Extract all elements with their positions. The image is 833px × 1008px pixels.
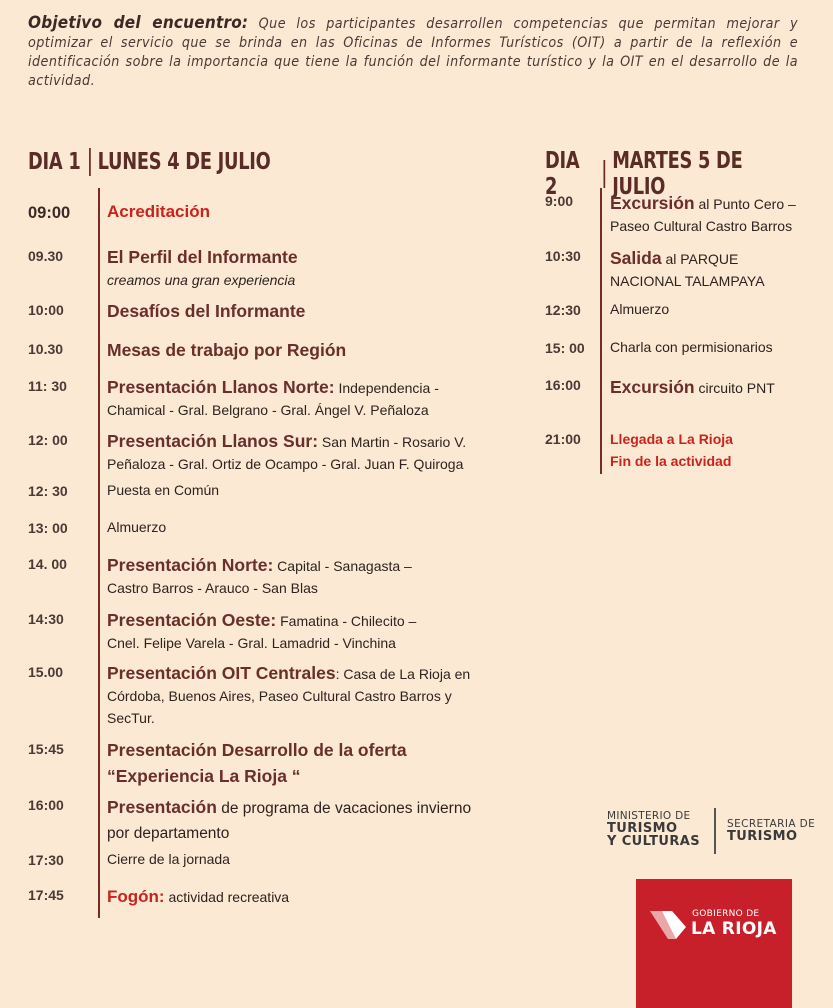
day2-item-detail: NACIONAL TALAMPAYA (610, 273, 765, 289)
objective-text: Que los participantes desarrollen competencias que permitan mejorar y optimizar el servicio que se brinda en las Oficinas de Informes Turísticos (OIT) a partir de la reflexión e identificación sobre la importancia que tiene la función del informante turístico y la OIT en el desarrollo de la actividad. (28, 16, 798, 89)
day1-item-detail: Cnel. Felipe Varela - Gral. Lamadrid - Vinchina (107, 635, 396, 651)
day1-item-title: Presentación Llanos Sur: (107, 431, 319, 451)
secretaria-logo-small: SECRETARIA DE (727, 818, 816, 830)
day1-item (107, 246, 298, 291)
day1-time: 10.30 (28, 341, 64, 357)
day2-item-detail: Paseo Cultural Castro Barros (610, 218, 793, 234)
day1-item-detail: de programa de vacaciones invierno (216, 800, 472, 817)
day1-item-title: “Experiencia La Rioja “ (107, 766, 301, 786)
day1-item-detail: : Casa de La Rioja en (335, 666, 471, 682)
day2-item (610, 298, 669, 320)
day2-time: 10:30 (545, 248, 581, 264)
day1-time: 11: 30 (28, 378, 67, 394)
day1-item-title: El Perfil del Informante (107, 247, 298, 267)
day1-time: 12: 30 (28, 483, 68, 499)
day1-item (107, 662, 470, 729)
day1-item-title: Presentación Oeste: (107, 610, 277, 630)
day2-item-text: Almuerzo (610, 301, 670, 317)
day1-item (107, 376, 439, 421)
day1-header-divider (89, 148, 91, 176)
day2-item (610, 376, 775, 399)
day1-time: 09:00 (28, 204, 71, 222)
day1-item-text: Puesta en Común (107, 482, 220, 498)
day1-item (107, 430, 466, 475)
day1-item-text: Cierre de la jornada (107, 851, 230, 867)
day1-item-title: Presentación Desarrollo de la oferta (107, 740, 407, 760)
day1-item-text: Almuerzo (107, 519, 167, 535)
day2-item-detail: al PARQUE (661, 251, 739, 267)
day1-item (107, 738, 407, 790)
ministerio-turismo-logo (607, 810, 700, 848)
day1-date: LUNES 4 DE JULIO (97, 149, 271, 175)
day2-item-title: Llegada a La Rioja (610, 431, 733, 447)
gobierno-la-rioja-logo (636, 879, 792, 1008)
day1-item (107, 886, 289, 908)
day2-item-title: Salida (610, 248, 662, 268)
day1-time: 09.30 (28, 248, 64, 264)
day2-time: 16:00 (545, 377, 581, 393)
day2-header-divider (604, 160, 606, 188)
objective-heading: Objetivo del encuentro: (28, 13, 249, 33)
day1-item (107, 300, 305, 323)
gobierno-logo-bold: LA RIOJA (691, 919, 777, 939)
objective-paragraph (28, 14, 798, 91)
day2-timeline-line (600, 188, 602, 474)
day1-label: DIA 1 (28, 149, 81, 175)
day1-item-subtitle: creamos una gran experiencia (107, 272, 296, 288)
day1-item-title: Presentación (107, 797, 217, 817)
ministerio-logo-bold: Y CULTURAS (607, 834, 701, 849)
la-rioja-emblem-icon (650, 909, 686, 939)
day1-item-detail: San Martin - Rosario V. (318, 434, 467, 450)
logo-divider (714, 808, 716, 854)
day1-item-detail: actividad recreativa (164, 889, 290, 905)
day1-item (107, 795, 471, 846)
day1-time: 14:30 (28, 611, 64, 627)
day1-time: 15.00 (28, 664, 64, 680)
day1-item (107, 848, 230, 870)
day1-header (28, 148, 271, 176)
day2-item-detail: circuito PNT (694, 380, 775, 396)
day1-item-title: Presentación Llanos Norte: (107, 377, 335, 397)
day1-item-detail: Córdoba, Buenos Aires, Paseo Cultural Castro Barros y (107, 688, 452, 704)
day1-item-detail: Famatina - Chilecito – (276, 613, 417, 629)
day2-item-title: Excursión (610, 377, 695, 397)
day1-time: 12: 00 (28, 432, 68, 448)
day1-item-detail: Independencia - (334, 380, 439, 396)
day2-item-detail: al Punto Cero – (694, 196, 796, 212)
day1-item-title: Fogón: (107, 887, 165, 906)
day1-item-title: Desafíos del Informante (107, 301, 306, 321)
day1-item-detail: Chamical - Gral. Belgrano - Gral. Ángel V. Peñaloza (107, 402, 429, 418)
day2-time: 21:00 (545, 431, 581, 447)
day1-time: 16:00 (28, 797, 64, 813)
day2-time: 12:30 (545, 302, 581, 318)
day2-label: DIA 2 (545, 148, 580, 200)
day1-item-detail: Capital - Sanagasta – (273, 558, 412, 574)
day1-item-detail: Peñaloza - Gral. Ortiz de Ocampo - Gral. Juan F. Quiroga (107, 456, 464, 472)
day2-date: MARTES 5 DE JULIO (612, 148, 743, 200)
day1-item-title: Presentación OIT Centrales (107, 663, 336, 683)
day1-item (107, 609, 416, 654)
ministerio-logo-bold: TURISMO (607, 821, 678, 836)
day2-time: 15: 00 (545, 340, 585, 356)
day1-item (107, 201, 210, 223)
ministerio-logo-small: MINISTERIO DE (607, 810, 691, 822)
day2-item (610, 247, 765, 292)
day1-item (107, 339, 346, 362)
day1-time: 14. 00 (28, 556, 67, 572)
day2-item-text: Charla con permisionarios (610, 339, 773, 355)
day1-time: 17:30 (28, 852, 64, 868)
day2-time: 9:00 (545, 193, 574, 209)
secretaria-logo-bold: TURISMO (727, 829, 798, 844)
day1-time: 13: 00 (28, 520, 68, 536)
gobierno-logo-small: GOBIERNO DE (692, 909, 760, 919)
day1-item-title: Presentación Norte: (107, 555, 274, 575)
day1-item-detail: por departamento (107, 825, 230, 842)
day1-item (107, 554, 412, 599)
day2-item-title: Excursión (610, 193, 695, 213)
day1-time: 17:45 (28, 887, 64, 903)
day2-item (610, 428, 733, 472)
day1-timeline-line (98, 188, 100, 918)
day2-item (610, 336, 773, 358)
day1-item-title: Acreditación (107, 202, 210, 221)
day1-item (107, 516, 166, 538)
secretaria-turismo-logo (727, 818, 815, 844)
day1-time: 15:45 (28, 741, 64, 757)
day1-item (107, 479, 219, 501)
day1-item-title: Mesas de trabajo por Región (107, 340, 347, 360)
day1-item-detail: Castro Barros - Arauco - San Blas (107, 580, 318, 596)
day2-item-title: Fin de la actividad (610, 453, 732, 469)
day1-item-detail: SecTur. (107, 710, 155, 726)
day1-time: 10:00 (28, 302, 64, 318)
day2-item (610, 192, 796, 237)
